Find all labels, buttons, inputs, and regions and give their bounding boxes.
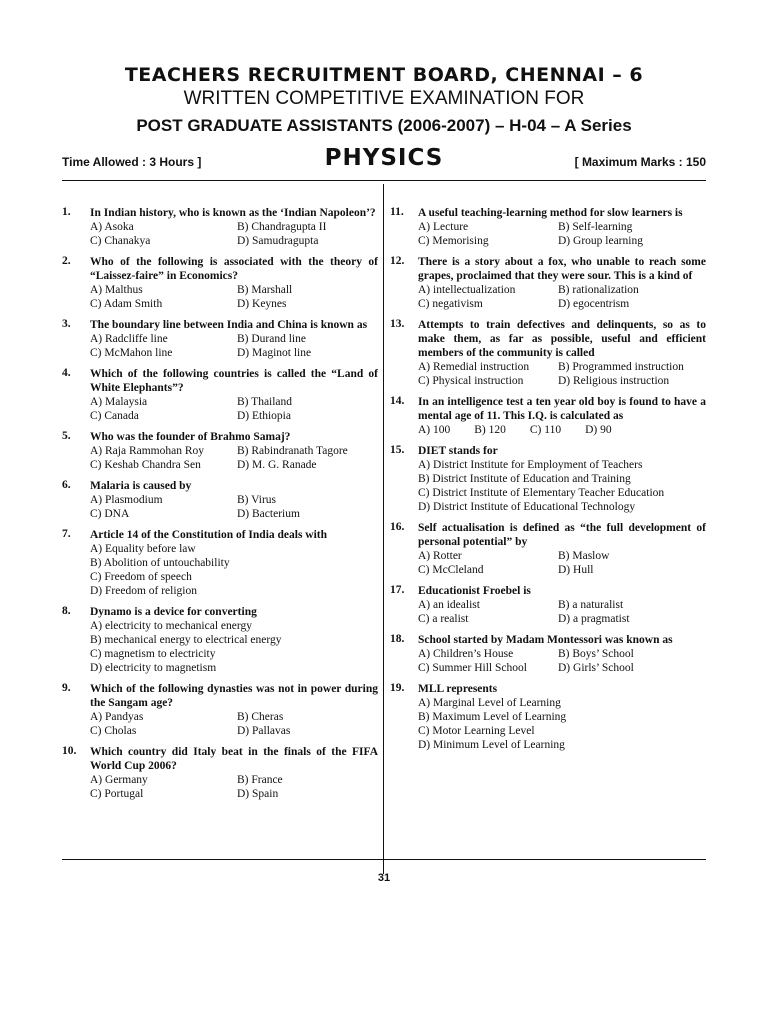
options-list — [90, 444, 378, 472]
question-text: Article 14 of the Constitution of India deals with — [90, 529, 328, 541]
left-question-column — [62, 206, 378, 808]
options-list — [90, 283, 378, 311]
question-number: 2. — [62, 255, 71, 267]
answer-option: D) Pallavas — [237, 725, 291, 737]
options-list — [90, 710, 378, 738]
options-list — [418, 360, 706, 388]
options-list — [90, 493, 378, 521]
options-list — [418, 423, 706, 437]
question-item — [62, 430, 378, 472]
answer-option: D) District Institute of Educational Technology — [418, 501, 636, 513]
question-number: 8. — [62, 605, 71, 617]
question-item — [62, 528, 378, 598]
question-number: 19. — [390, 682, 405, 694]
options-list — [418, 549, 706, 577]
question-number: 5. — [62, 430, 71, 442]
options-list — [418, 220, 706, 248]
question-number: 13. — [390, 318, 405, 330]
answer-option: A) Pandyas — [90, 711, 144, 723]
page-number: 31 — [377, 872, 391, 884]
question-number: 15. — [390, 444, 405, 456]
maximum-marks: [ Maximum Marks : 150 — [574, 155, 706, 169]
question-text: Self actualisation is defined as “the full development of personal potential” by — [418, 522, 706, 548]
answer-option: B) Rabindranath Tagore — [237, 445, 348, 457]
question-text: A useful teaching-learning method for slow learners is — [418, 207, 683, 219]
question-text: The boundary line between India and China is known as — [90, 319, 368, 331]
question-item — [62, 682, 378, 738]
answer-option: C) a realist — [418, 613, 469, 625]
question-number: 4. — [62, 367, 71, 379]
answer-option: C) Chanakya — [90, 235, 151, 247]
answer-option: A) Lecture — [418, 221, 469, 233]
question-number: 9. — [62, 682, 71, 694]
question-text: Malaria is caused by — [90, 480, 192, 492]
options-list — [90, 395, 378, 423]
answer-option: D) Girls’ School — [558, 662, 634, 674]
answer-option: D) Maginot line — [237, 347, 312, 359]
question-number: 1. — [62, 206, 71, 218]
question-text: Dynamo is a device for converting — [90, 606, 257, 618]
question-number: 17. — [390, 584, 405, 596]
answer-option: B) rationalization — [558, 284, 639, 296]
options-list — [418, 458, 706, 514]
question-text: Who was the founder of Brahmo Samaj? — [90, 431, 291, 443]
answer-option: B) Marshall — [237, 284, 293, 296]
question-number: 16. — [390, 521, 405, 533]
post-title: POST GRADUATE ASSISTANTS (2006-2007) – H-04 – A Series — [136, 116, 632, 135]
question-number: 14. — [390, 395, 405, 407]
answer-option: B) Cheras — [237, 711, 284, 723]
question-text: There is a story about a fox, who unable to reach some grapes, proclaimed that they were sour. This is a kind of — [418, 256, 706, 282]
footer-divider — [62, 859, 706, 860]
options-list — [418, 283, 706, 311]
answer-option: B) Virus — [237, 494, 277, 506]
answer-option: B) Programmed instruction — [558, 361, 684, 373]
options-list — [90, 542, 378, 598]
answer-option: A) Equality before law — [90, 543, 196, 555]
question-item — [390, 206, 706, 248]
answer-option: C) District Institute of Elementary Teacher Education — [418, 487, 665, 499]
answer-option: A) intellectualization — [418, 284, 516, 296]
question-number: 7. — [62, 528, 71, 540]
question-item — [62, 255, 378, 311]
question-number: 10. — [62, 745, 77, 757]
answer-option: D) Keynes — [237, 298, 287, 310]
answer-option: B) Self-learning — [558, 221, 633, 233]
answer-option: A) District Institute for Employment of Teachers — [418, 459, 643, 471]
answer-option: D) Hull — [558, 564, 594, 576]
question-text: In an intelligence test a ten year old boy is found to have a mental age of 11. This I.Q. is calculated as — [418, 396, 706, 422]
answer-option: D) M. G. Ranade — [237, 459, 317, 471]
board-title: TEACHERS RECRUITMENT BOARD, CHENNAI – 6 — [124, 64, 644, 86]
question-text: In Indian history, who is known as the ‘Indian Napoleon’? — [90, 207, 376, 219]
answer-option: B) Durand line — [237, 333, 306, 345]
question-item — [62, 367, 378, 423]
question-text: DIET stands for — [418, 445, 498, 457]
answer-option: A) Plasmodium — [90, 494, 163, 506]
answer-option: A) 100 — [418, 424, 451, 436]
question-number: 11. — [390, 206, 404, 218]
question-item — [390, 633, 706, 675]
question-text: School started by Madam Montessori was known as — [418, 634, 673, 646]
question-item — [62, 206, 378, 248]
options-list — [418, 598, 706, 626]
question-text: Educationist Froebel is — [418, 585, 531, 597]
question-item — [62, 605, 378, 675]
question-text: Who of the following is associated with the theory of “Laissez-faire” in Economics? — [90, 256, 378, 282]
answer-option: D) egocentrism — [558, 298, 630, 310]
question-text: Which of the following dynasties was not in power during the Sangam age? — [90, 683, 378, 709]
answer-option: C) Adam Smith — [90, 298, 163, 310]
question-item — [390, 521, 706, 577]
question-number: 12. — [390, 255, 405, 267]
answer-option: C) Canada — [90, 410, 139, 422]
answer-option: C) McCleland — [418, 564, 484, 576]
options-list — [90, 332, 378, 360]
options-list — [90, 619, 378, 675]
answer-option: A) Remedial instruction — [418, 361, 530, 373]
answer-option: C) Portugal — [90, 788, 144, 800]
question-text: MLL represents — [418, 683, 498, 695]
question-item — [390, 444, 706, 514]
answer-option: A) Malthus — [90, 284, 143, 296]
right-question-column — [390, 206, 706, 759]
answer-option: B) Thailand — [237, 396, 293, 408]
answer-option: B) Boys’ School — [558, 648, 634, 660]
answer-option: A) electricity to mechanical energy — [90, 620, 252, 632]
question-text: Which country did Italy beat in the finals of the FIFA World Cup 2006? — [90, 746, 378, 772]
column-divider — [383, 184, 384, 874]
answer-option: A) Asoka — [90, 221, 134, 233]
answer-option: A) Radcliffe line — [90, 333, 168, 345]
answer-option: C) Freedom of speech — [90, 571, 192, 583]
answer-option: C) Motor Learning Level — [418, 725, 535, 737]
question-number: 3. — [62, 318, 71, 330]
question-item — [390, 255, 706, 311]
answer-option: A) Malaysia — [90, 396, 148, 408]
question-item — [62, 479, 378, 521]
options-list — [418, 696, 706, 752]
answer-option: A) Marginal Level of Learning — [418, 697, 561, 709]
answer-option: C) McMahon line — [90, 347, 173, 359]
question-item — [390, 395, 706, 437]
answer-option: B) Maximum Level of Learning — [418, 711, 567, 723]
answer-option: C) DNA — [90, 508, 130, 520]
answer-option: D) Religious instruction — [558, 375, 670, 387]
question-number: 18. — [390, 633, 405, 645]
answer-option: B) Maslow — [558, 550, 610, 562]
answer-option: B) Chandragupta II — [237, 221, 327, 233]
answer-option: A) Germany — [90, 774, 148, 786]
answer-option: C) Summer Hill School — [418, 662, 527, 674]
answer-option: D) electricity to magnetism — [90, 662, 217, 674]
question-item — [62, 318, 378, 360]
answer-option: B) a naturalist — [558, 599, 624, 611]
options-list — [90, 220, 378, 248]
question-item — [390, 584, 706, 626]
answer-option: A) Children’s House — [418, 648, 514, 660]
question-text: Attempts to train defectives and delinquents, so as to make them, as far as possible, useful and efficient members of the community is called — [418, 319, 706, 359]
answer-option: D) Ethiopia — [237, 410, 291, 422]
answer-option: D) Group learning — [558, 235, 643, 247]
answer-option: B) France — [237, 774, 283, 786]
answer-option: D) 90 — [585, 424, 612, 436]
answer-option: B) mechanical energy to electrical energy — [90, 634, 282, 646]
answer-option: D) a pragmatist — [558, 613, 630, 625]
answer-option: B) 120 — [474, 424, 506, 436]
question-item — [390, 682, 706, 752]
answer-option: C) Cholas — [90, 725, 137, 737]
answer-option: B) Abolition of untouchability — [90, 557, 230, 569]
question-text: Which of the following countries is called the “Land of White Elephants”? — [90, 368, 378, 394]
answer-option: D) Spain — [237, 788, 279, 800]
answer-option: C) 110 — [529, 424, 562, 436]
answer-option: D) Minimum Level of Learning — [418, 739, 565, 751]
answer-option: C) Physical instruction — [418, 375, 524, 387]
exam-title: WRITTEN COMPETITIVE EXAMINATION FOR — [183, 88, 585, 109]
question-item — [62, 745, 378, 801]
header-divider — [62, 180, 706, 181]
answer-option: C) Keshab Chandra Sen — [90, 459, 201, 471]
answer-option: C) magnetism to electricity — [90, 648, 216, 660]
subject-title: PHYSICS — [324, 145, 444, 171]
answer-option: B) District Institute of Education and Training — [418, 473, 631, 485]
answer-option: A) Raja Rammohan Roy — [90, 445, 205, 457]
answer-option: C) Memorising — [418, 235, 489, 247]
answer-option: D) Freedom of religion — [90, 585, 197, 597]
time-allowed: Time Allowed : 3 Hours ] — [62, 155, 202, 169]
options-list — [418, 647, 706, 675]
answer-option: A) an idealist — [418, 599, 480, 611]
answer-option: D) Samudragupta — [237, 235, 319, 247]
answer-option: D) Bacterium — [237, 508, 300, 520]
question-number: 6. — [62, 479, 71, 491]
answer-option: C) negativism — [418, 298, 483, 310]
answer-option: A) Rotter — [418, 550, 462, 562]
question-item — [390, 318, 706, 388]
options-list — [90, 773, 378, 801]
